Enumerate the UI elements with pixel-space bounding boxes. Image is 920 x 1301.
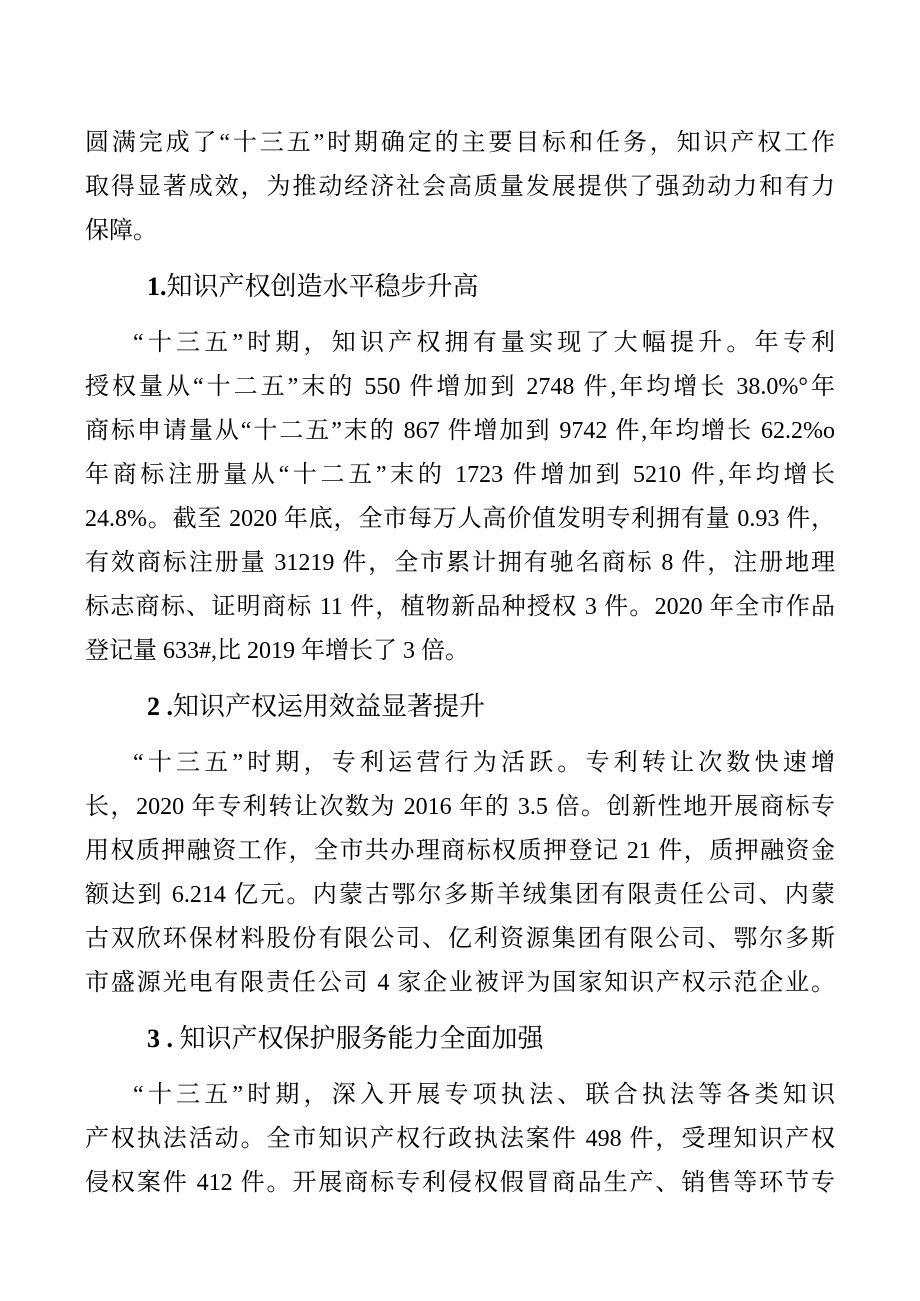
text-line: “十三五”时期，深入开展专项执法、联合执法等各类知识 — [133, 1082, 835, 1108]
text-line: 侵权案件 412 件。开展商标专利侵权假冒商品生产、销售等环节专 — [85, 1170, 835, 1196]
section-heading-2 — [147, 685, 835, 729]
text-line: 圆满完成了“十三五”时期确定的主要目标和任务，知识产权工作 — [85, 130, 835, 156]
text-line: 有效商标注册量 31219 件，全市累计拥有驰名商标 8 件，注册地理 — [85, 550, 835, 576]
section-heading-3 — [147, 1017, 835, 1061]
text-line: 市盛源光电有限责任公司 4 家企业被评为国家知识产权示范企业。 — [85, 970, 835, 996]
paragraph-section-2 — [85, 741, 835, 1005]
text-line: 额达到 6.214 亿元。内蒙古鄂尔多斯羊绒集团有限责任公司、内蒙 — [85, 882, 835, 908]
text-line: 长，2020 年专利转让次数为 2016 年的 3.5 倍。创新性地开展商标专 — [85, 794, 835, 820]
heading-text: 知识产权运用效益显著提升 — [173, 692, 486, 721]
text-line: 保障。 — [85, 218, 157, 244]
text-line: 年商标注册量从“十二五”末的 1723 件增加到 5210 件,年均增长 — [85, 462, 835, 488]
heading-number: 2 . — [147, 692, 173, 721]
text-line: “十三五”时期，专利运营行为活跃。专利转让次数快速增 — [133, 750, 835, 776]
text-line: 商标申请量从“十二五”末的 867 件增加到 9742 件,年均增长 62.2%o — [85, 418, 835, 444]
text-line: “十三五”时期，知识产权拥有量实现了大幅提升。年专利 — [133, 330, 835, 356]
text-line: 用权质押融资工作，全市共办理商标权质押登记 21 件，质押融资金 — [85, 838, 835, 864]
text-line: 取得显著成效，为推动经济社会高质量发展提供了强劲动力和有力 — [85, 174, 835, 200]
text-line: 标志商标、证明商标 11 件，植物新品种授权 3 件。2020 年全市作品 — [85, 594, 835, 620]
heading-text: 知识产权创造水平稳步升高 — [166, 272, 479, 301]
heading-number: 1. — [147, 272, 167, 301]
paragraph-intro — [85, 121, 835, 253]
text-line: 24.8%。截至 2020 年底，全市每万人高价值发明专利拥有量 0.93 件， — [85, 506, 835, 532]
text-line: 产权执法活动。全市知识产权行政执法案件 498 件，受理知识产权 — [85, 1126, 835, 1152]
heading-number: 3 . — [147, 1024, 180, 1053]
paragraph-section-1 — [85, 321, 835, 673]
text-line: 授权量从“十二五”末的 550 件增加到 2748 件,年均增长 38.0%°年 — [85, 374, 835, 400]
paragraph-section-3 — [85, 1073, 835, 1205]
section-heading-1 — [147, 265, 835, 309]
text-line: 古双欣环保材料股份有限公司、亿利资源集团有限公司、鄂尔多斯 — [85, 926, 835, 952]
text-line: 登记量 633#,比 2019 年增长了 3 倍。 — [85, 638, 469, 664]
heading-text: 知识产权保护服务能力全面加强 — [179, 1024, 544, 1053]
